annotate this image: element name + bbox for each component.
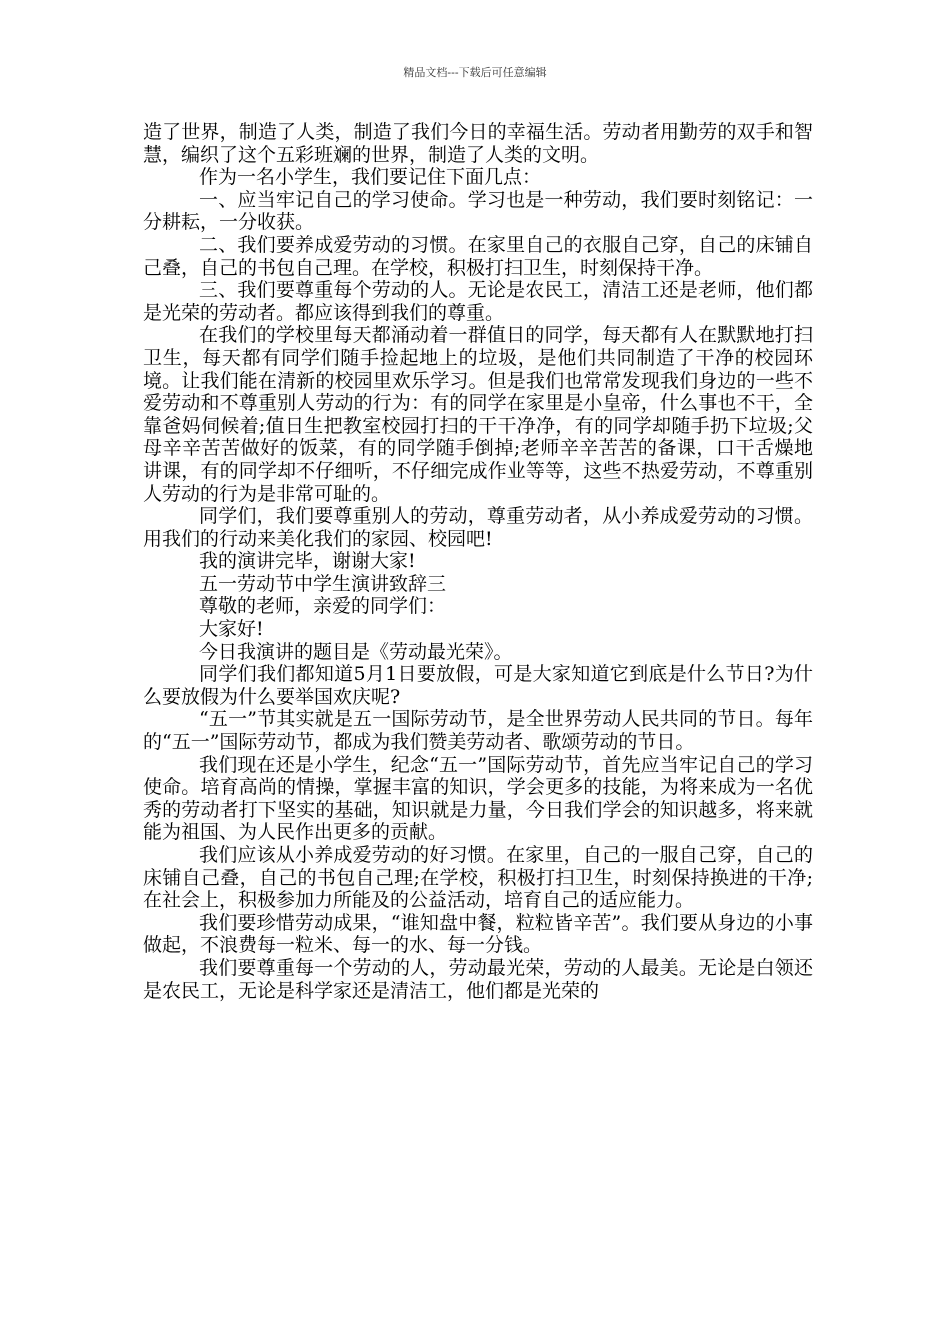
paragraph: 作为一名小学生，我们要记住下面几点： bbox=[199, 166, 542, 189]
paragraph: 三、我们要尊重每个劳动的人。无论是农民工，清洁工还是老师，他们都是光荣的劳动者。都应该得到我们的尊重。 bbox=[143, 279, 813, 324]
document-body bbox=[143, 121, 813, 1002]
paragraph: 造了世界，制造了人类，制造了我们今日的幸福生活。劳动者用勤劳的双手和智慧，编织了这个五彩班斓的世界，制造了人类的文明。 bbox=[143, 121, 813, 166]
paragraph: 今日我演讲的题目是《劳动最光荣》。 bbox=[199, 640, 513, 663]
paragraph: 我们应该从小养成爱劳动的好习惯。在家里，自己的一服自己穿，自己的床铺自己叠，自己的书包自己理;在学校，积极打扫卫生，时刻保持换进的干净;在社会上，积极参加力所能及的公益活动，培育自己的适应能力。 bbox=[143, 844, 813, 912]
page-header: 精品文档---下载后可任意编辑 bbox=[403, 66, 547, 79]
paragraph: 我们要尊重每一个劳动的人，劳动最光荣，劳动的人最美。无论是白领还是农民工，无论是科学家还是清洁工，他们都是光荣的 bbox=[143, 956, 813, 1002]
paragraph: 同学们，我们要尊重别人的劳动，尊重劳动者，从小养成爱劳动的习惯。用我们的行动来美化我们的家园、校园吧! bbox=[143, 505, 813, 550]
paragraph: 在我们的学校里每天都涌动着一群值日的同学，每天都有人在默默地打扫卫生，每天都有同学们随手捡起地上的垃圾，是他们共同制造了干净的校园环境。让我们能在清新的校园里欢乐学习。但是我们也常常发现我们身边的一些不爱劳动和不尊重别人劳动的行为：有的同学在家里是小皇帝，什么事也不干，全靠爸妈伺候着;值日生把教室校园打扫的干干净净，有的同学却随手扔下垃圾;父母辛辛苦苦做好的饭菜，有的同学随手倒掉;老师辛辛苦苦的备课，口干舌燥地讲课，有的同学却不仔细听，不仔细完成作业等等，这些不热爱劳动，不尊重别人劳动的行为是非常可耻的。 bbox=[143, 324, 813, 505]
paragraph: 同学们我们都知道5月1日要放假，可是大家知道它到底是什么节日?为什么要放假为什么要举国欢庆呢? bbox=[143, 663, 813, 708]
paragraph: 我们要珍惜劳动成果，“谁知盘中餐，粒粒皆辛苦”。我们要从身边的小事做起，不浪费每一粒米、每一的水、每一分钱。 bbox=[143, 911, 813, 957]
salutation: 尊敬的老师，亲爱的同学们： bbox=[199, 595, 447, 618]
paragraph: 一、应当牢记自己的学习使命。学习也是一种劳动，我们要时刻铭记：一分耕耘，一分收获。 bbox=[143, 188, 813, 234]
paragraph: 我们现在还是小学生，纪念“五一”国际劳动节，首先应当牢记自己的学习使命。培育高尚的情操，掌握丰富的知识，学会更多的技能，为将来成为一名优秀的劳动者打下坚实的基础，知识就是力量，今日我们学会的知识越多，将来就能为祖国、为人民作出更多的贡献。 bbox=[143, 753, 813, 844]
section-heading: 五一劳动节中学生演讲致辞三 bbox=[199, 572, 447, 595]
paragraph: 二、我们要养成爱劳动的习惯。在家里自己的衣服自己穿，自己的床铺自己叠，自己的书包自己理。在学校，积极打扫卫生，时刻保持干净。 bbox=[143, 233, 813, 279]
paragraph: 我的演讲完毕，谢谢大家! bbox=[199, 550, 416, 573]
greeting: 大家好! bbox=[199, 618, 264, 641]
paragraph: “五一”节其实就是五一国际劳动节，是全世界劳动人民共同的节日。每年的“五一”国际劳动节，都成为我们赞美劳动者、歌颂劳动的节日。 bbox=[143, 708, 813, 754]
